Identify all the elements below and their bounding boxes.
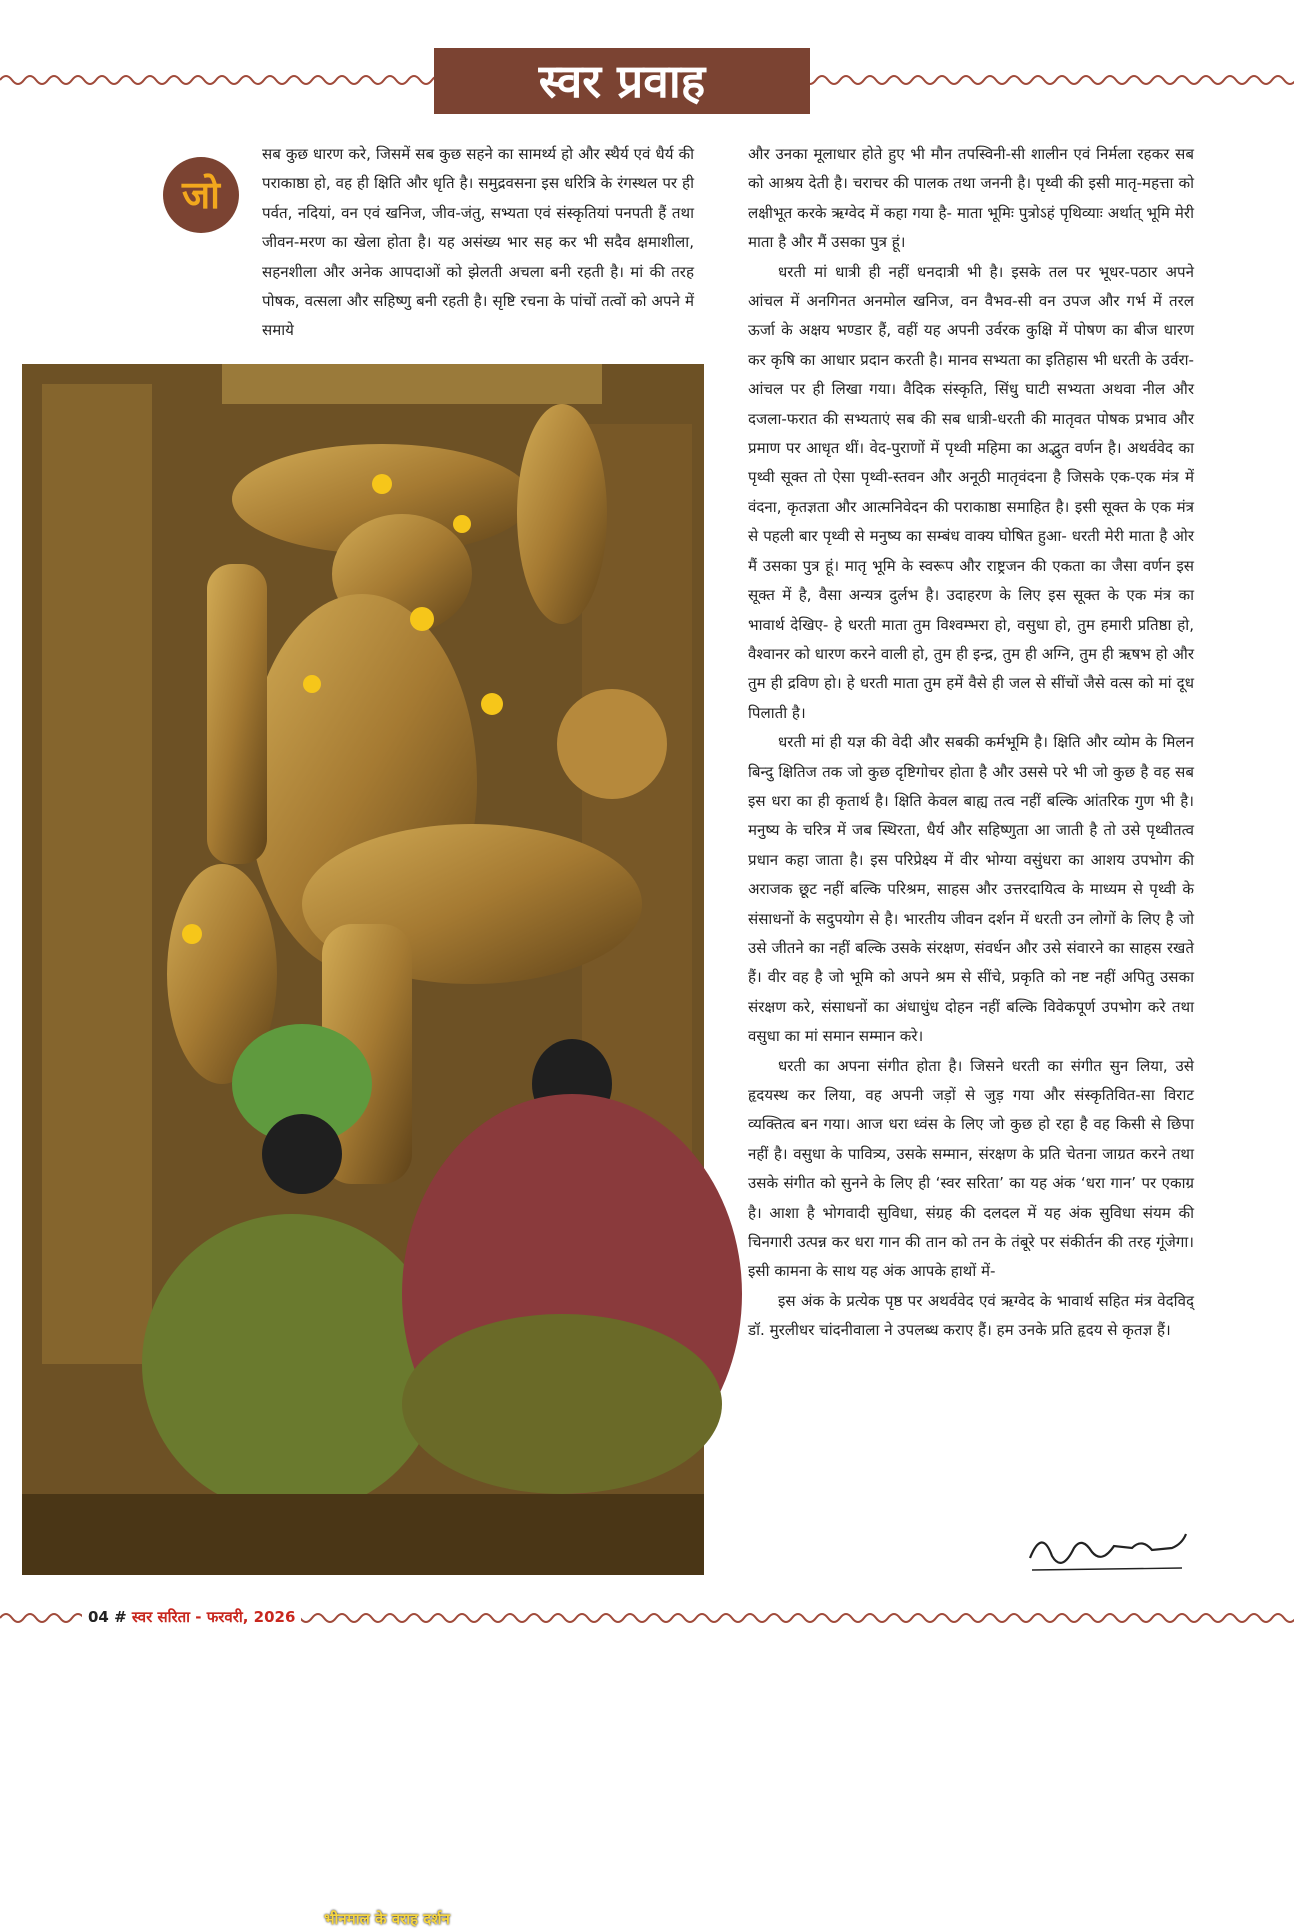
section-title: स्वर प्रवाह xyxy=(434,48,810,114)
paragraph-1: और उनका मूलाधार होते हुए भी मौन तपस्विनी-सी शालीन एवं निर्मला रहकर सब को आश्रय देती है। चराचर की पालक तथा जननी है। पृथ्वी की इसी मातृ-महत्ता को लक्षीभूत करके ऋग्वेद में कहा गया है- माता भूमिः पुत्रोऽहं पृथिव्याः अर्थात् भूमि मेरी माता है और मैं उसका पुत्र हूं। xyxy=(748,145,1194,252)
page-footer xyxy=(82,1607,301,1627)
sculpture-illustration xyxy=(22,364,704,1575)
page-number: 04 # xyxy=(88,1608,127,1626)
drop-cap: जो xyxy=(163,157,239,233)
magazine-issue: स्वर सरिता - फरवरी, 2026 xyxy=(131,1608,296,1626)
text-column-left xyxy=(262,140,694,346)
paragraph-4: धरती का अपना संगीत होता है। जिसने धरती का संगीत सुन लिया, उसे हृदयस्थ कर लिया, वह अपनी जड़ों से जुड़ गया और संस्कृतिवित-सा विराट व्यक्तित्व बन गया। आज धरा ध्वंस के लिए जो कुछ हो रहा है वह किसी से छिपा नहीं है। वसुधा के पावित्र्य, उसके सम्मान, संरक्षण के प्रति चेतना जाग्रत करने तथा उसके संगीत को सुनने के लिए ही ‘स्वर सरिता’ का यह अंक ‘धरा गान’ पर एकाग्र है। आशा है भोगवादी सुविधा, संग्रह की दलदल में यह अंक सुविधा संयम की चिनगारी उत्पन्न कर धरा गान की तान को तन के तंबूरे पर संकीर्तन की तरह गूंजेगा। इसी कामना के साथ यह अंक आपके हाथों में- xyxy=(748,1056,1194,1281)
editor-signature xyxy=(1022,1518,1192,1578)
photo-caption: भीनमाल के वराह दर्शन xyxy=(324,1910,450,1928)
intro-paragraph: सब कुछ धारण करे, जिसमें सब कुछ सहने का सामर्थ्य हो और स्थैर्य एवं धैर्य की पराकाष्ठा हो, वह ही क्षिति और धृति है। समुद्रवसना इस धरित्रि के रंगस्थल पर ही पर्वत, नदियां, वन एवं खनिज, जीव-जंतु, सभ्यता एवं संस्कृतियां पनपती हैं तथा जीवन-मरण का खेला होता है। यह असंख्य भार सह कर भी सदैव क्षमाशीला, सहनशीला और अनेक आपदाओं को झेलती अचला बनी रहती है। मां की तरह पोषक, वत्सला और सहिष्णु बनी रहती है। सृष्टि रचना के पांचों तत्वों को अपने में समाये xyxy=(262,145,694,340)
paragraph-2: धरती मां धात्री ही नहीं धनदात्री भी है। इसके तल पर भूधर-पठार अपने आंचल में अनगिनत अनमोल खनिज, वन वैभव-सी वन उपज और गर्भ में तरल ऊर्जा के अक्षय भण्डार हैं, वहीं यह अपनी उर्वरक कुक्षि में पोषण का बीज धारण कर कृषि का आधार प्रदान करती है। मानव सभ्यता का इतिहास भी धरती के उर्वरा-आंचल पर ही लिखा गया। वैदिक संस्कृति, सिंधु घाटी सभ्यता अथवा नील और दजला-फरात की सभ्यताएं सब की सब धात्री-धरती की मातृवत पोषक प्रभाव और प्रमाण पर आधृत थीं। वेद-पुराणों में पृथ्वी महिमा का अद्भुत वर्णन है। अथर्ववेद का पृथ्वी सूक्त तो ऐसा पृथ्वी-स्तवन और अनूठी मातृवंदना है जिसके एक-एक मंत्र में वंदना, कृतज्ञता और आत्मनिवेदन की पराकाष्ठा समाहित है। इसी सूक्त के एक मंत्र से पहली बार पृथ्वी से मनुष्य का सम्बंध वाक्य घोषित हुआ- धरती मेरी माता है ओर मैं उसका पुत्र हूं। मातृ भूमि के स्वरूप और राष्ट्रजन की एकता का जैसा वर्णन इस सूक्त में है, वैसा अन्यत्र दुर्लभ है। उदाहरण के लिए इस सूक्त के एक मंत्र का भावार्थ देखिए- हे धरती माता तुम विश्वम्भरा हो, वसुधा हो, तुम हमारी प्रतिष्ठा हो, वैश्वानर को धारण करने वाली हो, तुम ही इन्द्र, तुम ही अग्नि, तुम ही ऋषभ हो और तुम ही द्रविण हो। हे धरती माता तुम हमें वैसे ही जल से सींचों जैसे वत्स को मां दूध पिलाती है। xyxy=(748,262,1194,722)
text-column-right xyxy=(748,140,1194,1346)
paragraph-5: इस अंक के प्रत्येक पृष्ठ पर अथर्ववेद एवं ऋग्वेद के भावार्थ सहित मंत्र वेदविद् डॉ. मुरलीधर चांदनीवाला ने उपलब्ध कराए हैं। हम उनके प्रति हृदय से कृतज्ञ हैं। xyxy=(748,1291,1194,1340)
paragraph-3: धरती मां ही यज्ञ की वेदी और सबकी कर्मभूमि है। क्षिति और व्योम के मिलन बिन्दु क्षितिज तक जो कुछ दृष्टिगोचर होता है और उससे परे भी जो कुछ है वह सब इस धरा का ही कृतार्थ है। क्षिति केवल बाह्य तत्व नहीं बल्कि आंतरिक गुण भी है। मनुष्य के चरित्र में जब स्थिरता, धैर्य और सहिष्णुता आ जाती है तो उसे पृथ्वीतत्व प्रधान कहा जाता है। इस परिप्रेक्ष्य में वीर भोग्या वसुंधरा का आशय उपभोग की अराजक छूट नहीं बल्कि परिश्रम, साहस और उत्तरदायित्व के माध्यम से पृथ्वी के संसाधनों के सदुपयोग से है। भारतीय जीवन दर्शन में धरती उन लोगों के लिए है जो उसे जीतने का नहीं बल्कि उसके संरक्षण, संवर्धन और उसे संवारने का साहस रखते हैं। वीर वह है जो भूमि को अपने श्रम से सींचे, प्रकृति को नष्ट नहीं अपितु उसका संरक्षण करे, संसाधनों का अंधाधुंध दोहन नहीं बल्कि विवेकपूर्ण उपभोग करे तथा वसुधा का मां समान सम्मान करे। xyxy=(748,733,1194,1046)
